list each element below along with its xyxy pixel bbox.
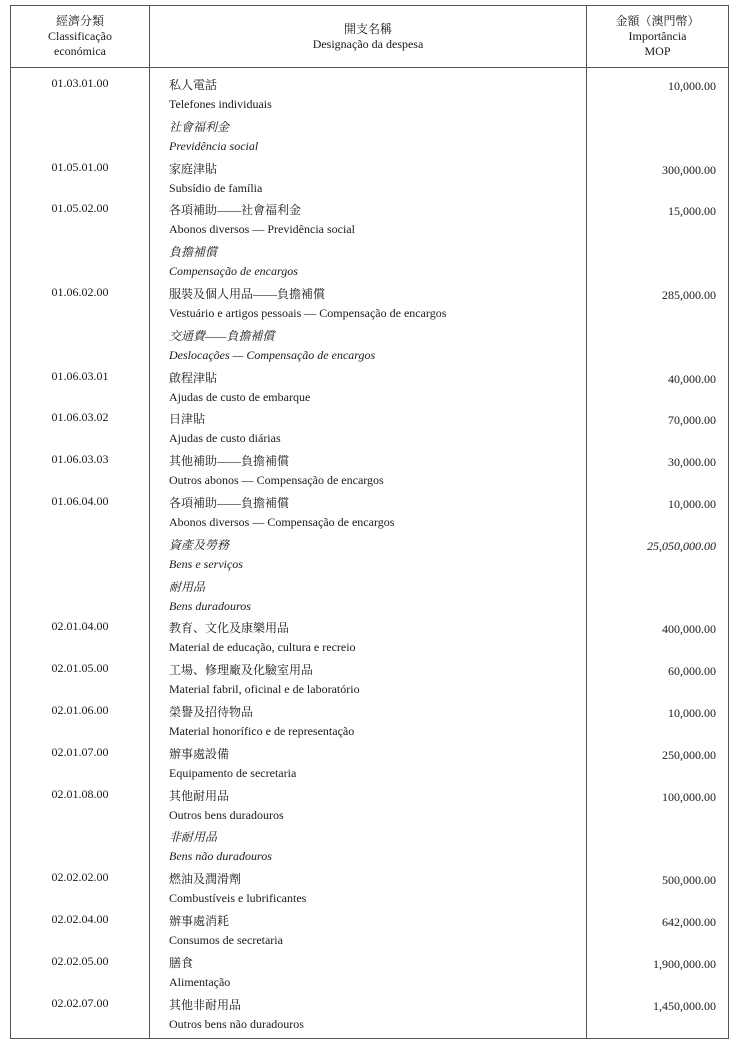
row-description: 各項補助——負擔補償 [169, 496, 290, 510]
row-description: Vestuário e artigos pessoais — Compensação de encargos [169, 305, 447, 320]
table-row [11, 199, 728, 220]
row-code: 02.01.06.00 [51, 703, 109, 717]
row-code: 02.02.02.00 [51, 870, 109, 885]
row-code: 02.01.08.00 [51, 786, 109, 801]
row-description: 各項補助——社會福利金 [169, 203, 302, 218]
row-description: Bens duradouros [169, 598, 251, 613]
row-amount: 100,000.00 [662, 789, 716, 804]
table-row [11, 262, 728, 283]
header-designation-zh: 開支名稱 [343, 21, 392, 36]
header-amount-currency: MOP [644, 44, 671, 58]
table-row [11, 74, 728, 95]
table-row [11, 513, 728, 534]
row-description: Combustíveis e lubrificantes [169, 891, 307, 906]
header-amount-pt: Importância [628, 29, 687, 43]
row-code: 02.01.05.00 [51, 661, 109, 676]
row-amount: 15,000.00 [668, 204, 716, 219]
row-amount: 25,050,000.00 [647, 538, 716, 553]
row-amount: 10,000.00 [668, 497, 716, 511]
row-code: 01.06.03.02 [51, 410, 109, 425]
table-row [11, 429, 728, 450]
row-description: Consumos de secretaria [169, 932, 283, 947]
row-description: Bens não duradouros [169, 849, 272, 864]
row-description: 非耐用品 [169, 830, 218, 845]
row-description: Abonos diversos — Previdência social [169, 222, 355, 237]
table-row [11, 367, 728, 388]
table-row [11, 659, 728, 680]
row-amount: 285,000.00 [662, 288, 716, 302]
table-row [11, 701, 728, 722]
row-description: 資產及勞務 [169, 537, 230, 552]
table-row [11, 597, 728, 618]
row-code: 01.06.03.03 [51, 452, 109, 467]
row-code: 01.06.03.01 [51, 368, 109, 383]
row-description: 日津貼 [169, 412, 206, 427]
row-description: 服裝及個人用品——負擔補償 [169, 287, 326, 301]
row-description: Previdência social [169, 138, 259, 153]
row-description: Material fabril, oficinal e de laboratório [169, 682, 360, 697]
row-amount: 500,000.00 [662, 873, 716, 888]
table-row [11, 304, 728, 325]
row-description: Ajudas de custo diárias [169, 431, 281, 446]
table-row [11, 722, 728, 743]
table-row [11, 973, 728, 994]
table-row [11, 910, 728, 931]
row-description: 其他非耐用品 [169, 997, 242, 1012]
table-row [11, 346, 728, 367]
row-description: Outros abonos — Compensação de encargos [169, 473, 384, 488]
row-description: 交通費——負擔補償 [169, 328, 275, 343]
row-description: Telefones individuais [169, 96, 272, 111]
row-code: 02.02.07.00 [51, 995, 109, 1010]
table-row [11, 95, 728, 116]
table-row [11, 471, 728, 492]
table-row [11, 994, 728, 1015]
row-amount: 70,000.00 [668, 413, 716, 428]
table-row [11, 408, 728, 429]
budget-table [10, 5, 729, 1039]
row-description: Material honorífico e de representação [169, 723, 355, 738]
row-description: 負擔補償 [169, 245, 218, 260]
table-row [11, 931, 728, 952]
table-row [11, 555, 728, 576]
table-row [11, 785, 728, 806]
table-row [11, 534, 728, 555]
table-row [11, 1015, 728, 1036]
table-row [11, 889, 728, 910]
row-code: 01.06.04.00 [51, 494, 109, 508]
table-row [11, 450, 728, 471]
row-description: Deslocações — Compensação de encargos [169, 347, 376, 362]
table-row [11, 680, 728, 701]
table-row [11, 868, 728, 889]
row-description: 社會福利金 [169, 119, 230, 134]
table-row [11, 325, 728, 346]
row-description: 辦事處消耗 [169, 914, 230, 928]
row-description: 耐用品 [169, 579, 206, 594]
table-row [11, 492, 728, 513]
table-row [11, 743, 728, 764]
row-description: Outros bens duradouros [169, 807, 284, 822]
row-amount: 40,000.00 [668, 371, 716, 386]
table-row [11, 952, 728, 973]
row-description: Equipamento de secretaria [169, 765, 297, 780]
row-amount: 400,000.00 [662, 622, 716, 637]
row-description: 私人電話 [169, 78, 218, 92]
row-code: 01.05.01.00 [51, 159, 109, 174]
row-amount: 642,000.00 [662, 915, 716, 929]
row-description: 榮譽及招待物品 [169, 705, 254, 719]
row-description: 教育、文化及康樂用品 [169, 621, 290, 636]
row-code: 01.06.02.00 [51, 285, 109, 299]
row-amount: 1,900,000.00 [653, 956, 716, 971]
row-amount: 300,000.00 [662, 162, 716, 177]
row-description: Outros bens não duradouros [169, 1016, 304, 1031]
table-row [11, 826, 728, 847]
row-amount: 10,000.00 [668, 79, 716, 93]
row-description: 膳食 [169, 955, 194, 970]
header-designation [150, 6, 586, 67]
table-row [11, 388, 728, 409]
table-row [11, 847, 728, 868]
row-amount: 60,000.00 [668, 664, 716, 679]
table-row [11, 806, 728, 827]
row-description: Subsídio de família [169, 180, 263, 195]
row-amount: 30,000.00 [668, 455, 716, 470]
header-divider [11, 67, 728, 68]
table-row [11, 283, 728, 304]
header-classification-zh: 經濟分類 [55, 14, 104, 28]
row-code: 01.05.02.00 [51, 201, 109, 216]
table-row [11, 158, 728, 179]
row-amount: 10,000.00 [668, 706, 716, 720]
table-row [11, 116, 728, 137]
row-code: 01.03.01.00 [51, 76, 109, 90]
table-row [11, 764, 728, 785]
header-amount [587, 6, 728, 67]
table-row [11, 617, 728, 638]
header-designation-pt: Designação da despesa [312, 36, 424, 51]
row-description: 燃油及潤滑劑 [169, 872, 242, 887]
table-row [11, 638, 728, 659]
row-description: Bens e serviços [169, 556, 243, 571]
table-row [11, 220, 728, 241]
table-row [11, 576, 728, 597]
header-classification [11, 6, 149, 67]
row-description: 辦事處設備 [169, 746, 230, 761]
table-row [11, 137, 728, 158]
row-description: Material de educação, cultura e recreio [169, 640, 356, 655]
row-description: Compensação de encargos [169, 264, 298, 279]
row-description: 其他耐用品 [169, 788, 230, 803]
row-description: Ajudas de custo de embarque [169, 389, 311, 404]
row-description: 家庭津貼 [169, 161, 218, 176]
row-description: 啟程津貼 [169, 370, 218, 385]
row-description: Alimentação [169, 974, 231, 989]
row-code: 02.02.04.00 [51, 912, 109, 926]
row-description: 其他補助——負擔補償 [169, 454, 290, 469]
row-description: 工場、修理廠及化驗室用品 [169, 663, 314, 678]
row-amount: 250,000.00 [662, 747, 716, 762]
row-amount: 1,450,000.00 [653, 998, 716, 1013]
table-row [11, 179, 728, 200]
header-classification-pt: Classificação [48, 29, 112, 43]
header-classification-pt2: económica [54, 44, 106, 58]
row-code: 02.01.04.00 [51, 619, 109, 634]
table-row [11, 241, 728, 262]
row-code: 02.01.07.00 [51, 744, 109, 759]
row-code: 02.02.05.00 [51, 953, 109, 968]
header-amount-zh: 金額（澳門幣） [615, 14, 700, 28]
row-description: Abonos diversos — Compensação de encargos [169, 514, 395, 529]
